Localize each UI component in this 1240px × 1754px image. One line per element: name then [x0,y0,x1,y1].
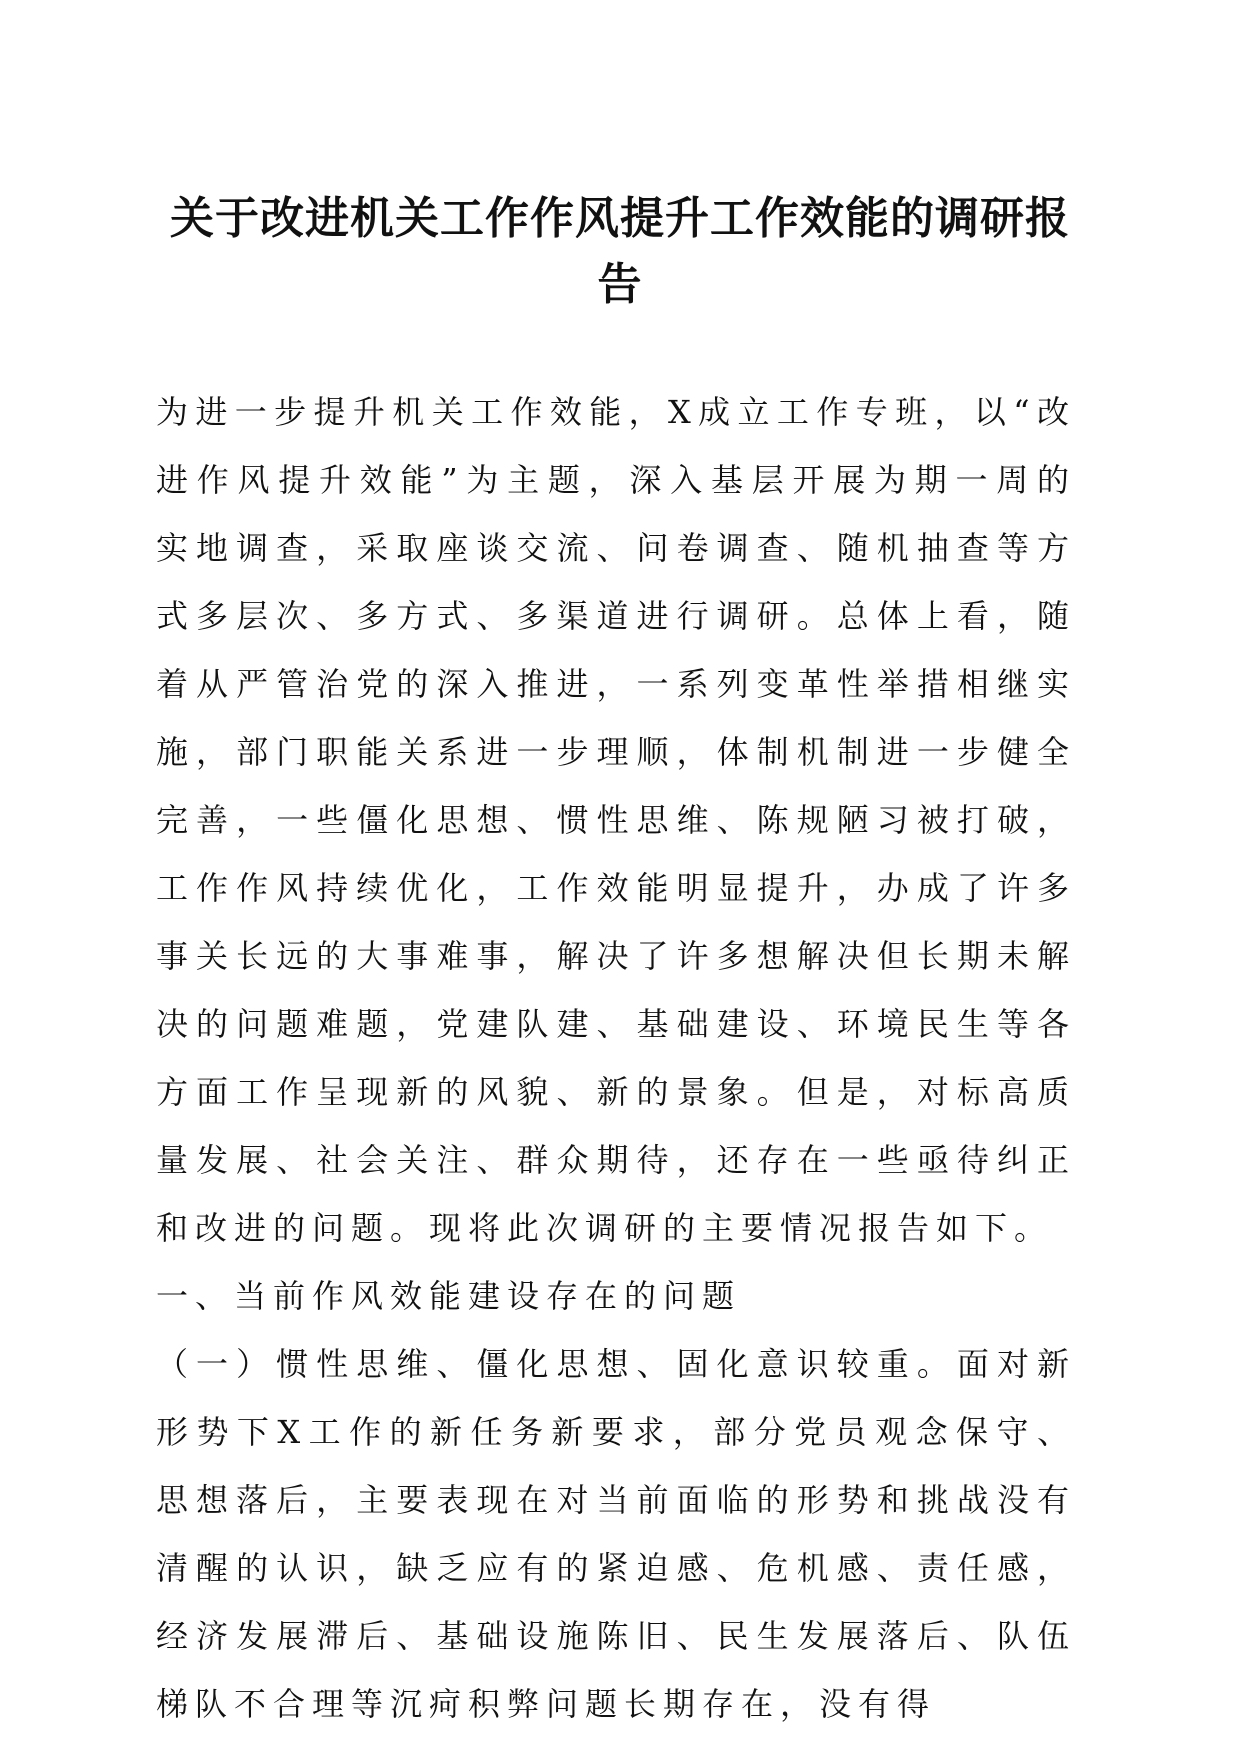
section-heading: 一、当前作风效能建设存在的问题 [156,1277,742,1315]
document-body [156,378,1076,1738]
intro-paragraph: 为进一步提升机关工作效能，X成立工作专班，以“改进作风提升效能”为主题，深入基层开展为期一周的实地调查，采取座谈交流、问卷调查、随机抽查等方式多层次、多方式、多渠道进行调研。总体上看，随着从严管治党的深入推进，一系列变革性举措相继实施，部门职能关系进一步理顺，体制机制进一步健全完善，一些僵化思想、惯性思维、陈规陋习被打破，工作作风持续优化，工作效能明显提升，办成了许多事关长远的大事难事，解决了许多想解决但长期未解决的问题难题，党建队建、基础建设、环境民生等各方面工作呈现新的风貌、新的景象。但是，对标高质量发展、社会关注、群众期待，还存在一些亟待纠正和改进的问题。现将此次调研的主要情况报告如下。 [156,393,1076,1247]
document-title: 关于改进机关工作作风提升工作效能的调研报告 [170,193,1070,310]
subsection-paragraph: （一）惯性思维、僵化思想、固化意识较重。面对新形势下X工作的新任务新要求，部分党员观念保守、思想落后，主要表现在对当前面临的形势和挑战没有清醒的认识，缺乏应有的紧迫感、危机感、责任感，经济发展滞后、基础设施陈旧、民生发展落后、队伍梯队不合理等沉疴积弊问题长期存在，没有得 [156,1345,1076,1723]
